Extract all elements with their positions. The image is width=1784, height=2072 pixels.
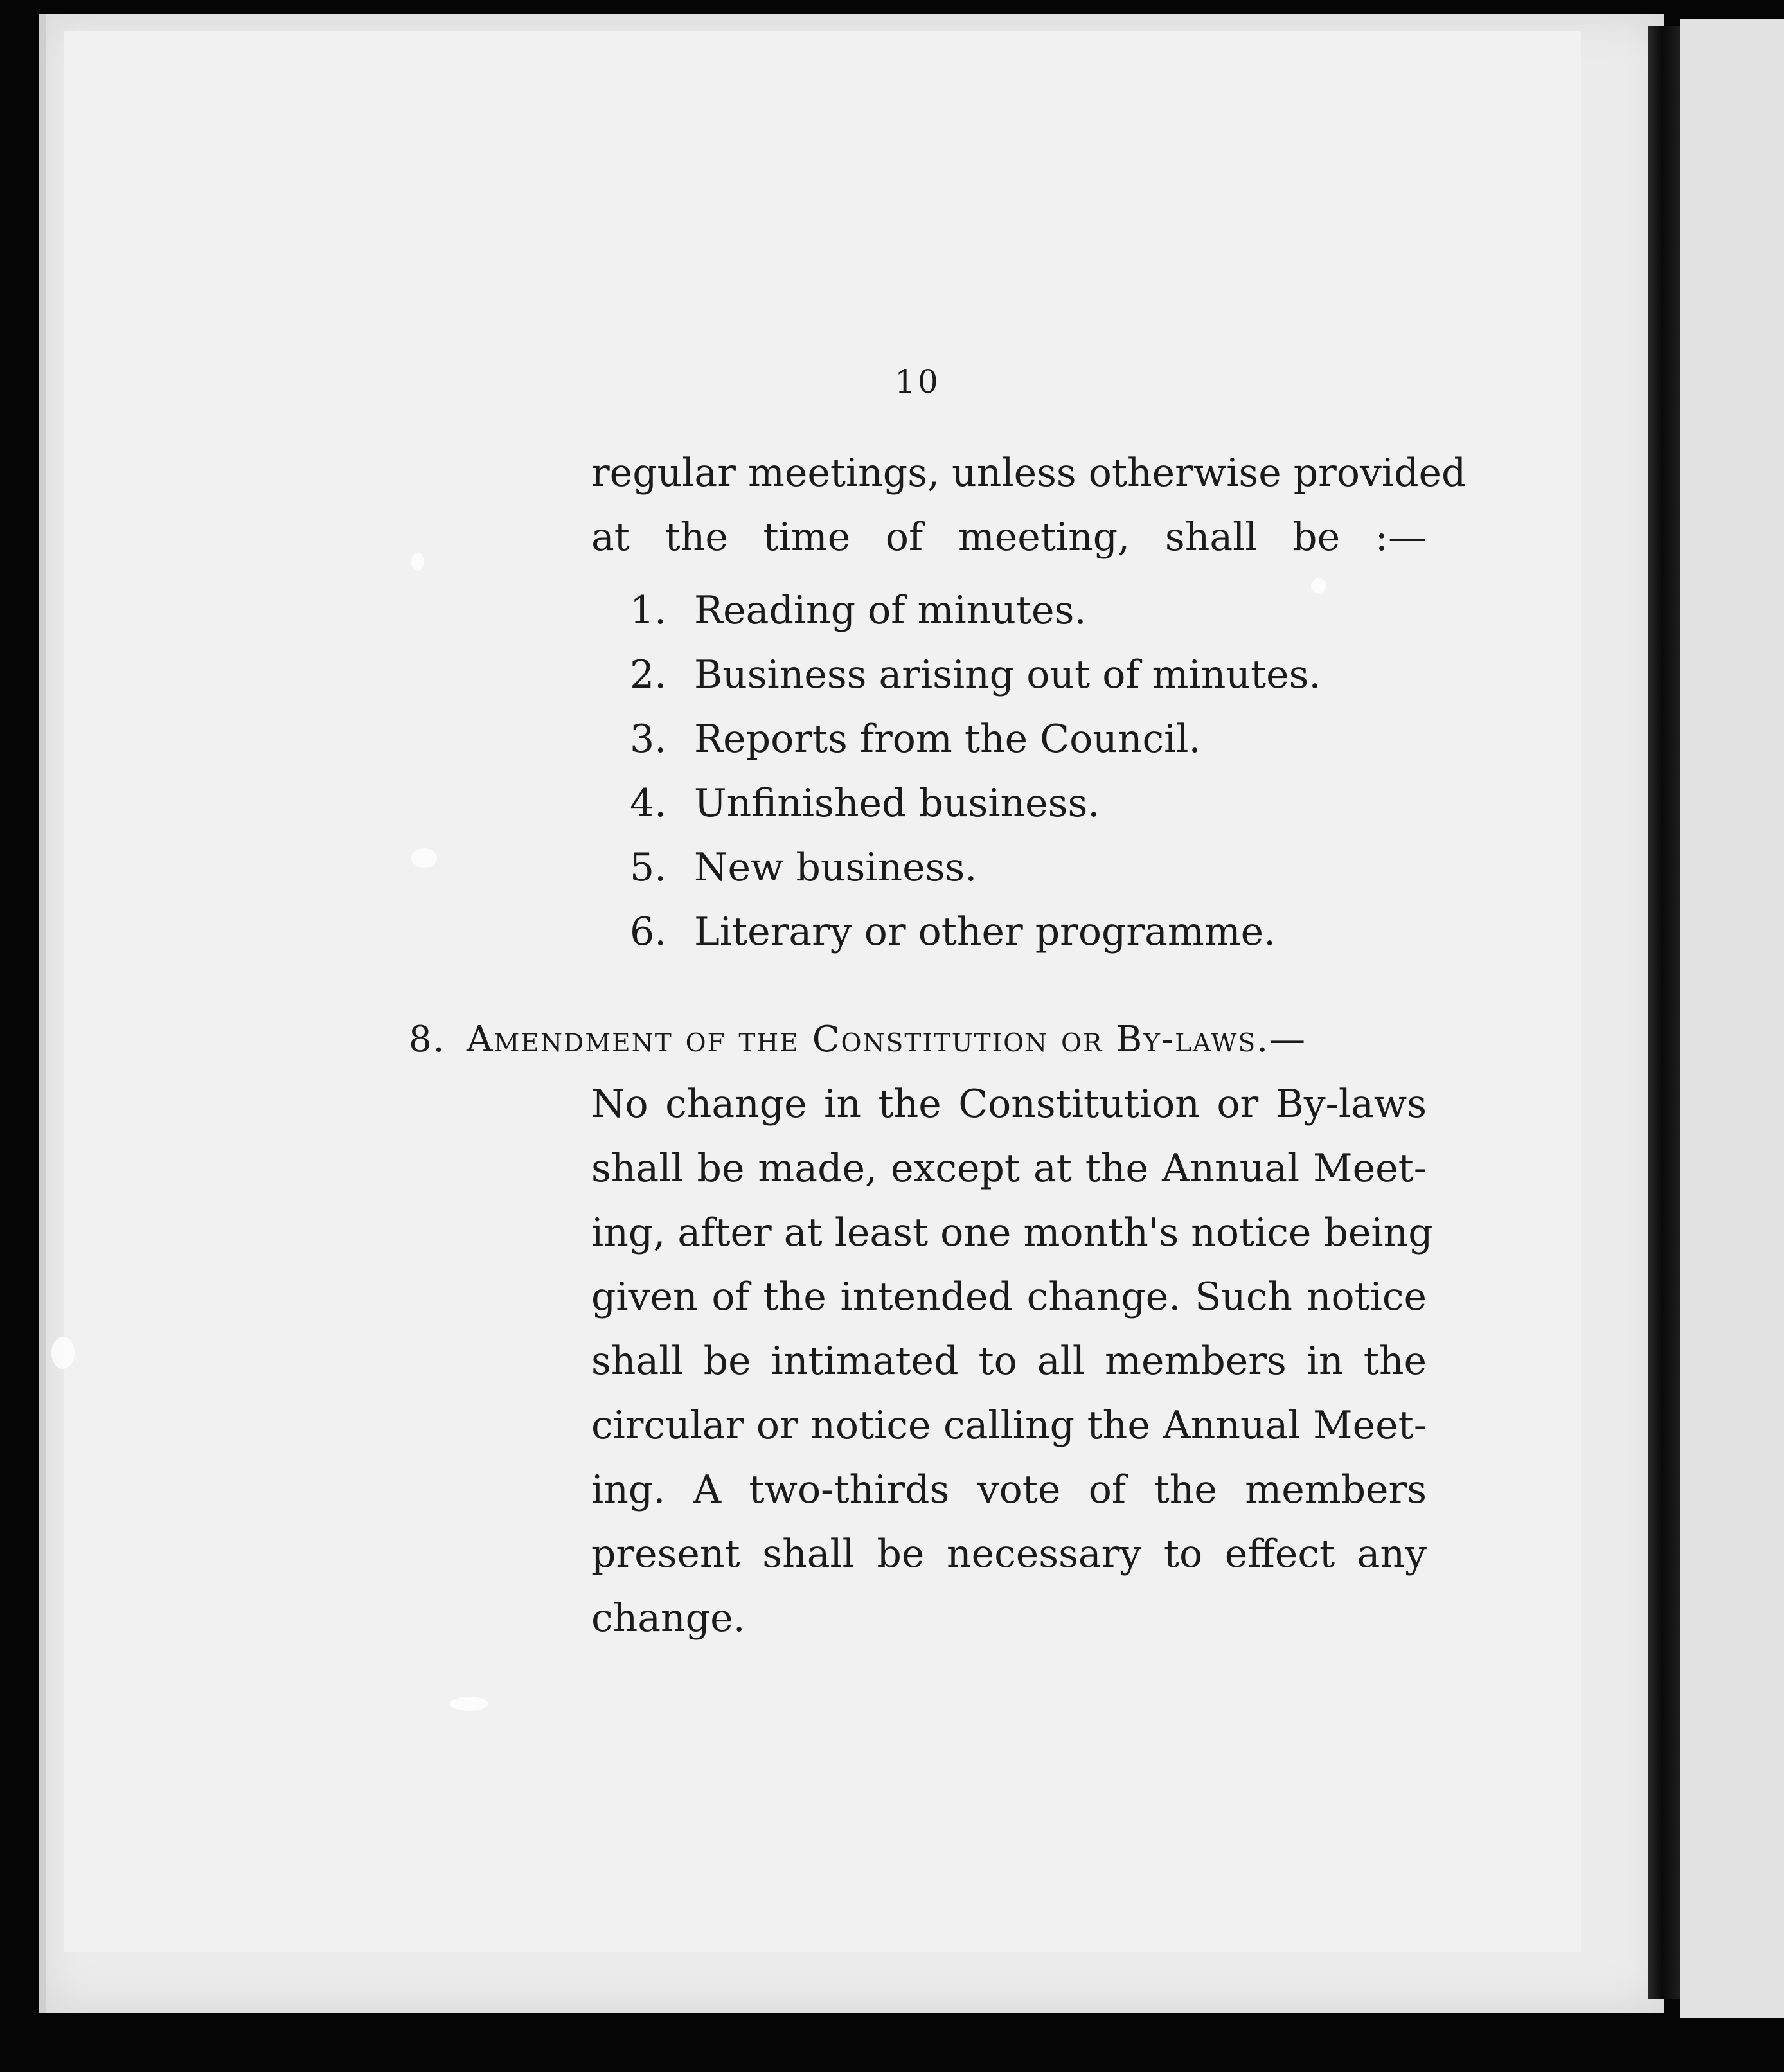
- list-item: [630, 643, 1321, 707]
- intro-line-2: at the time of meeting, shall be :—: [591, 515, 1427, 560]
- list-item-text: Literary or other programme.: [694, 909, 1276, 954]
- body-line: ing, after at least one month's notice being: [591, 1210, 1433, 1255]
- list-item: [630, 771, 1100, 835]
- scan-artifact: [51, 1337, 75, 1369]
- page-edge: [39, 14, 46, 2013]
- list-item: [630, 835, 977, 900]
- book-gutter: [1648, 26, 1680, 1999]
- body-line: given of the intended change. Such notice: [591, 1274, 1427, 1319]
- facing-page-edge: [1680, 19, 1784, 2018]
- list-item: [630, 707, 1201, 771]
- list-item-text: Reports from the Council.: [694, 717, 1201, 762]
- page-print-area: [64, 31, 1581, 1952]
- scan-artifact: [411, 553, 424, 571]
- body-line: circular or notice calling the Annual Meet-: [591, 1403, 1427, 1448]
- body-line: shall be made, except at the Annual Meet-: [591, 1146, 1427, 1191]
- list-item-text: New business.: [694, 845, 977, 890]
- list-item-text: Business arising out of minutes.: [694, 652, 1321, 697]
- list-item-number: 5.: [630, 845, 667, 890]
- scan-artifact: [450, 1697, 488, 1711]
- list-item-number: 6.: [630, 909, 667, 954]
- section-heading: [409, 1008, 1307, 1072]
- body-line: present shall be necessary to effect any: [591, 1532, 1427, 1576]
- body-line: ing. A two-thirds vote of the members: [591, 1467, 1427, 1512]
- list-item-number: 2.: [630, 652, 667, 697]
- list-item: [630, 900, 1276, 964]
- list-item-number: 4.: [630, 781, 667, 826]
- list-item-number: 3.: [630, 717, 667, 762]
- list-item-number: 1.: [630, 588, 667, 633]
- body-line: No change in the Constitution or By-laws: [591, 1082, 1427, 1127]
- section-title: Amendment of the Constitution or By-laws.—: [467, 1019, 1307, 1060]
- list-item-text: Reading of minutes.: [694, 588, 1087, 633]
- scan-artifact: [1311, 578, 1326, 594]
- list-item: [630, 578, 1086, 643]
- scan-artifact: [411, 848, 437, 868]
- body-line: shall be intimated to all members in the: [591, 1339, 1427, 1384]
- page-number: 10: [895, 363, 941, 400]
- section-number: 8.: [409, 1019, 446, 1060]
- list-item-text: Unfinished business.: [694, 781, 1100, 826]
- intro-line-1: regular meetings, unless otherwise provided: [591, 451, 1467, 496]
- body-line-last: change.: [591, 1596, 745, 1641]
